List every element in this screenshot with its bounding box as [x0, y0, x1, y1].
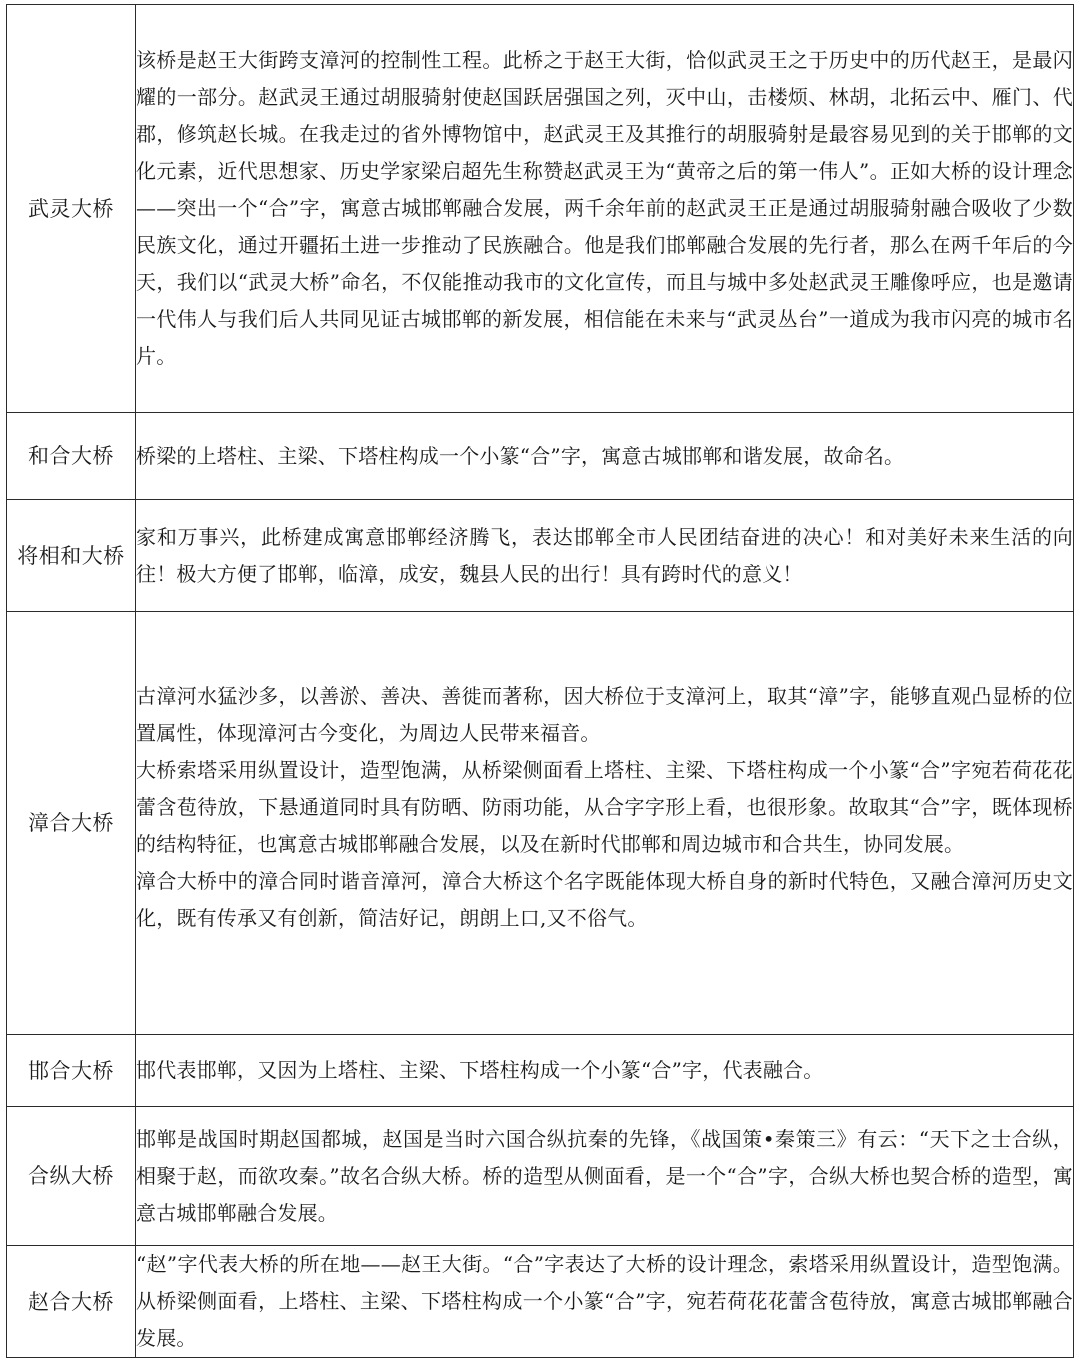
description-paragraph: 家和万事兴，此桥建成寓意邯郸经济腾飞，表达邯郸全市人民团结奋进的决心！和对美好未来生活的向往！极大方便了邯郸，临漳，成安，魏县人民的出行！具有跨时代的意义！ [136, 524, 1073, 586]
table-row [7, 5, 1074, 413]
bridge-name: 将相和大桥 [7, 500, 136, 612]
table-row [7, 612, 1074, 1035]
bridge-name: 赵合大桥 [7, 1246, 136, 1358]
bridge-name: 武灵大桥 [7, 5, 136, 413]
bridge-description [136, 1035, 1074, 1107]
bridge-description [136, 500, 1074, 612]
description-paragraph: 古漳河水猛沙多，以善淤、善决、善徙而著称，因大桥位于支漳河上，取其“漳”字，能够直观凸显桥的位置属性，体现漳河古今变化，为周边人民带来福音。 [136, 683, 1073, 745]
table-row [7, 413, 1074, 500]
description-paragraph: “赵”字代表大桥的所在地——赵王大街。“合”字表达了大桥的设计理念，索塔采用纵置设计，造型饱满。从桥梁侧面看，上塔柱、主梁、下塔柱构成一个小篆“合”字，宛若荷花花蕾含苞待放，寓意古城邯郸融合发展。 [136, 1252, 1073, 1350]
bridge-description [136, 612, 1074, 1035]
table-row [7, 1107, 1074, 1246]
bridge-name-table [6, 4, 1074, 1358]
description-paragraph: 大桥索塔采用纵置设计，造型饱满，从桥梁侧面看上塔柱、主梁、下塔柱构成一个小篆“合”字宛若荷花花蕾含苞待放，下悬通道同时具有防晒、防雨功能，从合字字形上看，也很形象。故取其“合”字，既体现桥的结构特征，也寓意古城邯郸融合发展，以及在新时代邯郸和周边城市和合共生，协同发展。 [136, 757, 1073, 856]
bridge-description [136, 1107, 1074, 1246]
bridge-description [136, 413, 1074, 500]
description-paragraph: 邯代表邯郸，又因为上塔柱、主梁、下塔柱构成一个小篆“合”字，代表融合。 [136, 1058, 824, 1082]
table-row [7, 500, 1074, 612]
bridge-description [136, 5, 1074, 413]
description-paragraph: 邯郸是战国时期赵国都城，赵国是当时六国合纵抗秦的先锋，《战国策•秦策三》有云：“天下之士合纵，相聚于赵，而欲攻秦。”故名合纵大桥。桥的造型从侧面看，是一个“合”字，合纵大桥也契合桥的造型，寓意古城邯郸融合发展。 [136, 1126, 1073, 1225]
description-paragraph: 漳合大桥中的漳合同时谐音漳河，漳合大桥这个名字既能体现大桥自身的新时代特色，又融合漳河历史文化，既有传承又有创新，简洁好记，朗朗上口,又不俗气。 [136, 868, 1073, 930]
description-paragraph: 该桥是赵王大街跨支漳河的控制性工程。此桥之于赵王大街，恰似武灵王之于历史中的历代赵王，是最闪耀的一部分。赵武灵王通过胡服骑射使赵国跃居强国之列，灭中山，击楼烦、林胡，北拓云中、雁门、代郡，修筑赵长城。在我走过的省外博物馆中，赵武灵王及其推行的胡服骑射是最容易见到的关于邯郸的文化元素，近代思想家、历史学家梁启超先生称赞赵武灵王为“黄帝之后的第一伟人”。正如大桥的设计理念——突出一个“合”字，寓意古城邯郸融合发展，两千余年前的赵武灵王正是通过胡服骑射融合吸收了少数民族文化，通过开疆拓土进一步推动了民族融合。他是我们邯郸融合发展的先行者，那么在两千年后的今天，我们以“武灵大桥”命名，不仅能推动我市的文化宣传，而且与城中多处赵武灵王雕像呼应，也是邀请一代伟人与我们后人共同见证古城邯郸的新发展，相信能在未来与“武灵丛台”一道成为我市闪亮的城市名片。 [136, 48, 1073, 368]
description-paragraph: 桥梁的上塔柱、主梁、下塔柱构成一个小篆“合”字，寓意古城邯郸和谐发展，故命名。 [136, 443, 905, 468]
bridge-name: 和合大桥 [7, 413, 136, 500]
bridge-name: 合纵大桥 [7, 1107, 136, 1246]
bridge-name: 邯合大桥 [7, 1035, 136, 1107]
bridge-name: 漳合大桥 [7, 612, 136, 1035]
bridge-description [136, 1246, 1074, 1358]
table-row [7, 1035, 1074, 1107]
table-row [7, 1246, 1074, 1358]
